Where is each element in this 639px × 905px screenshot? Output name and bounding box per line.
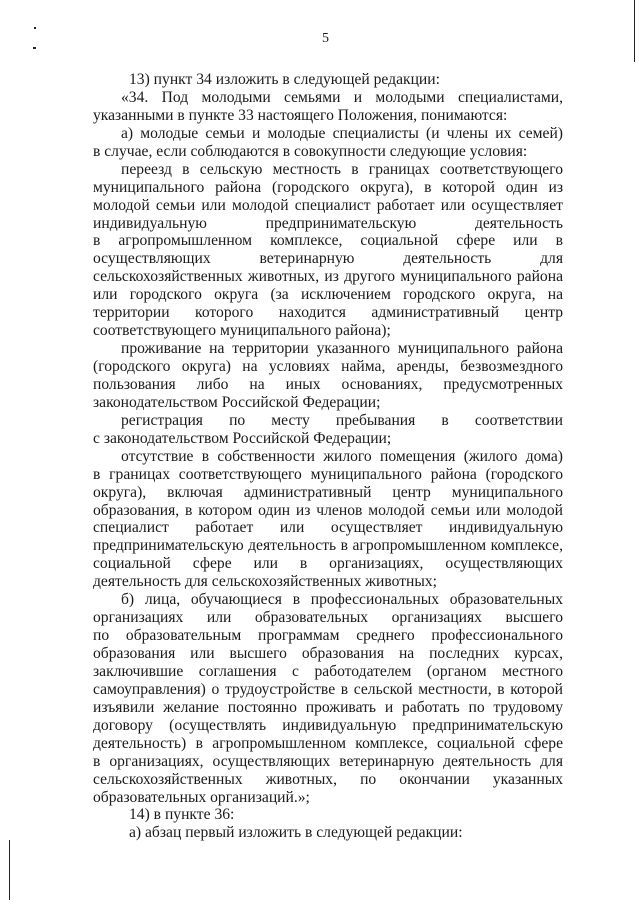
text-line: регистрация по месту пребывания в соответствии <box>121 411 563 429</box>
text-line: осуществляющих ветеринарную деятельность для <box>93 250 563 268</box>
text-line: законодательством Российской Федерации; <box>93 393 381 411</box>
text-line: изъявили желание постоянно проживать и работать по трудовому <box>93 698 563 716</box>
text-line: а) молодые семьи и молодые специалисты (и члены их семей) <box>121 124 563 142</box>
text-line: деятельность для сельскохозяйственных животных; <box>93 573 437 591</box>
text-line: в организациях, осуществляющих ветеринарную деятельность для <box>93 752 563 770</box>
text-line: пользования либо на иных основаниях, предусмотренных <box>93 375 563 393</box>
text-line: б) лица, обучающиеся в профессиональных образовательных <box>121 591 563 609</box>
text-line: переезд в сельскую местность в границах соответствующего <box>121 160 563 178</box>
text-line: 14) в пункте 36: <box>129 806 235 824</box>
scan-edge-line <box>634 0 635 62</box>
text-line: отсутствие в собственности жилого помещения (жилого дома) <box>121 447 563 465</box>
text-line: муниципального района (городского округа), в которой один из <box>93 178 563 196</box>
text-line: образования или высшего образования на последних курсах, <box>93 645 563 662</box>
text-line: молодой семьи или молодой специалист работает или осуществляет <box>93 196 563 214</box>
text-line: специалист работает или осуществляет индивидуальную <box>93 519 563 537</box>
page-number: 5 <box>322 31 329 46</box>
text-line: а) абзац первый изложить в следующей редакции: <box>129 824 463 842</box>
text-line: территории которого находится административный центр <box>93 304 563 322</box>
text-line: проживание на территории указанного муниципального района <box>121 340 563 358</box>
text-line: или городского округа (за исключением городского округа, на <box>93 286 563 304</box>
scan-edge-line <box>9 840 10 900</box>
text-line: образования, в котором один из членов молодой семьи или молодой <box>93 501 563 519</box>
text-line: по образовательным программам среднего профессионального <box>93 627 563 645</box>
text-line: договору (осуществлять индивидуальную предпринимательскую <box>93 716 563 734</box>
text-line: образовательных организаций.»; <box>93 788 310 806</box>
text-line: организациях или образовательных организациях высшего <box>93 609 563 627</box>
text-line: (городского округа) на условиях найма, аренды, безвозмездного <box>93 358 563 375</box>
text-line: 13) пункт 34 изложить в следующей редакции: <box>129 71 440 88</box>
text-line: социальной сфере или в организациях, осуществляющих <box>93 555 563 573</box>
text-line: индивидуальную предпринимательскую деятельность <box>93 214 563 232</box>
text-line: в границах соответствующего муниципального района (городского <box>93 465 563 483</box>
text-line: заключившие соглашения с работодателем (органом местного <box>93 662 563 680</box>
text-line: указанными в пункте 33 настоящего Положения, понимаются: <box>93 106 508 124</box>
text-line: соответствующего муниципального района); <box>93 322 391 340</box>
scan-mark <box>34 27 36 29</box>
text-line: сельскохозяйственных животных, по окончании указанных <box>93 770 563 788</box>
text-line: предпринимательскую деятельность в агропромышленном комплексе, <box>93 537 563 555</box>
text-line: в агропромышленном комплексе, социальной сфере или в <box>93 232 563 250</box>
text-line: сельскохозяйственных животных, из другого муниципального района <box>93 268 563 286</box>
text-line: деятельность) в агропромышленном комплексе, социальной сфере <box>93 734 563 752</box>
text-line: самоуправления) о трудоустройстве в сельской местности, в которой <box>93 680 563 698</box>
text-line: в случае, если соблюдаются в совокупности следующие условия: <box>93 142 528 160</box>
text-line: с законодательством Российской Федерации; <box>93 429 392 447</box>
scan-mark <box>33 47 36 49</box>
text-line: «34. Под молодыми семьями и молодыми специалистами, <box>121 88 563 106</box>
document-body <box>93 71 563 842</box>
text-line: округа), включая административный центр муниципального <box>93 483 563 501</box>
